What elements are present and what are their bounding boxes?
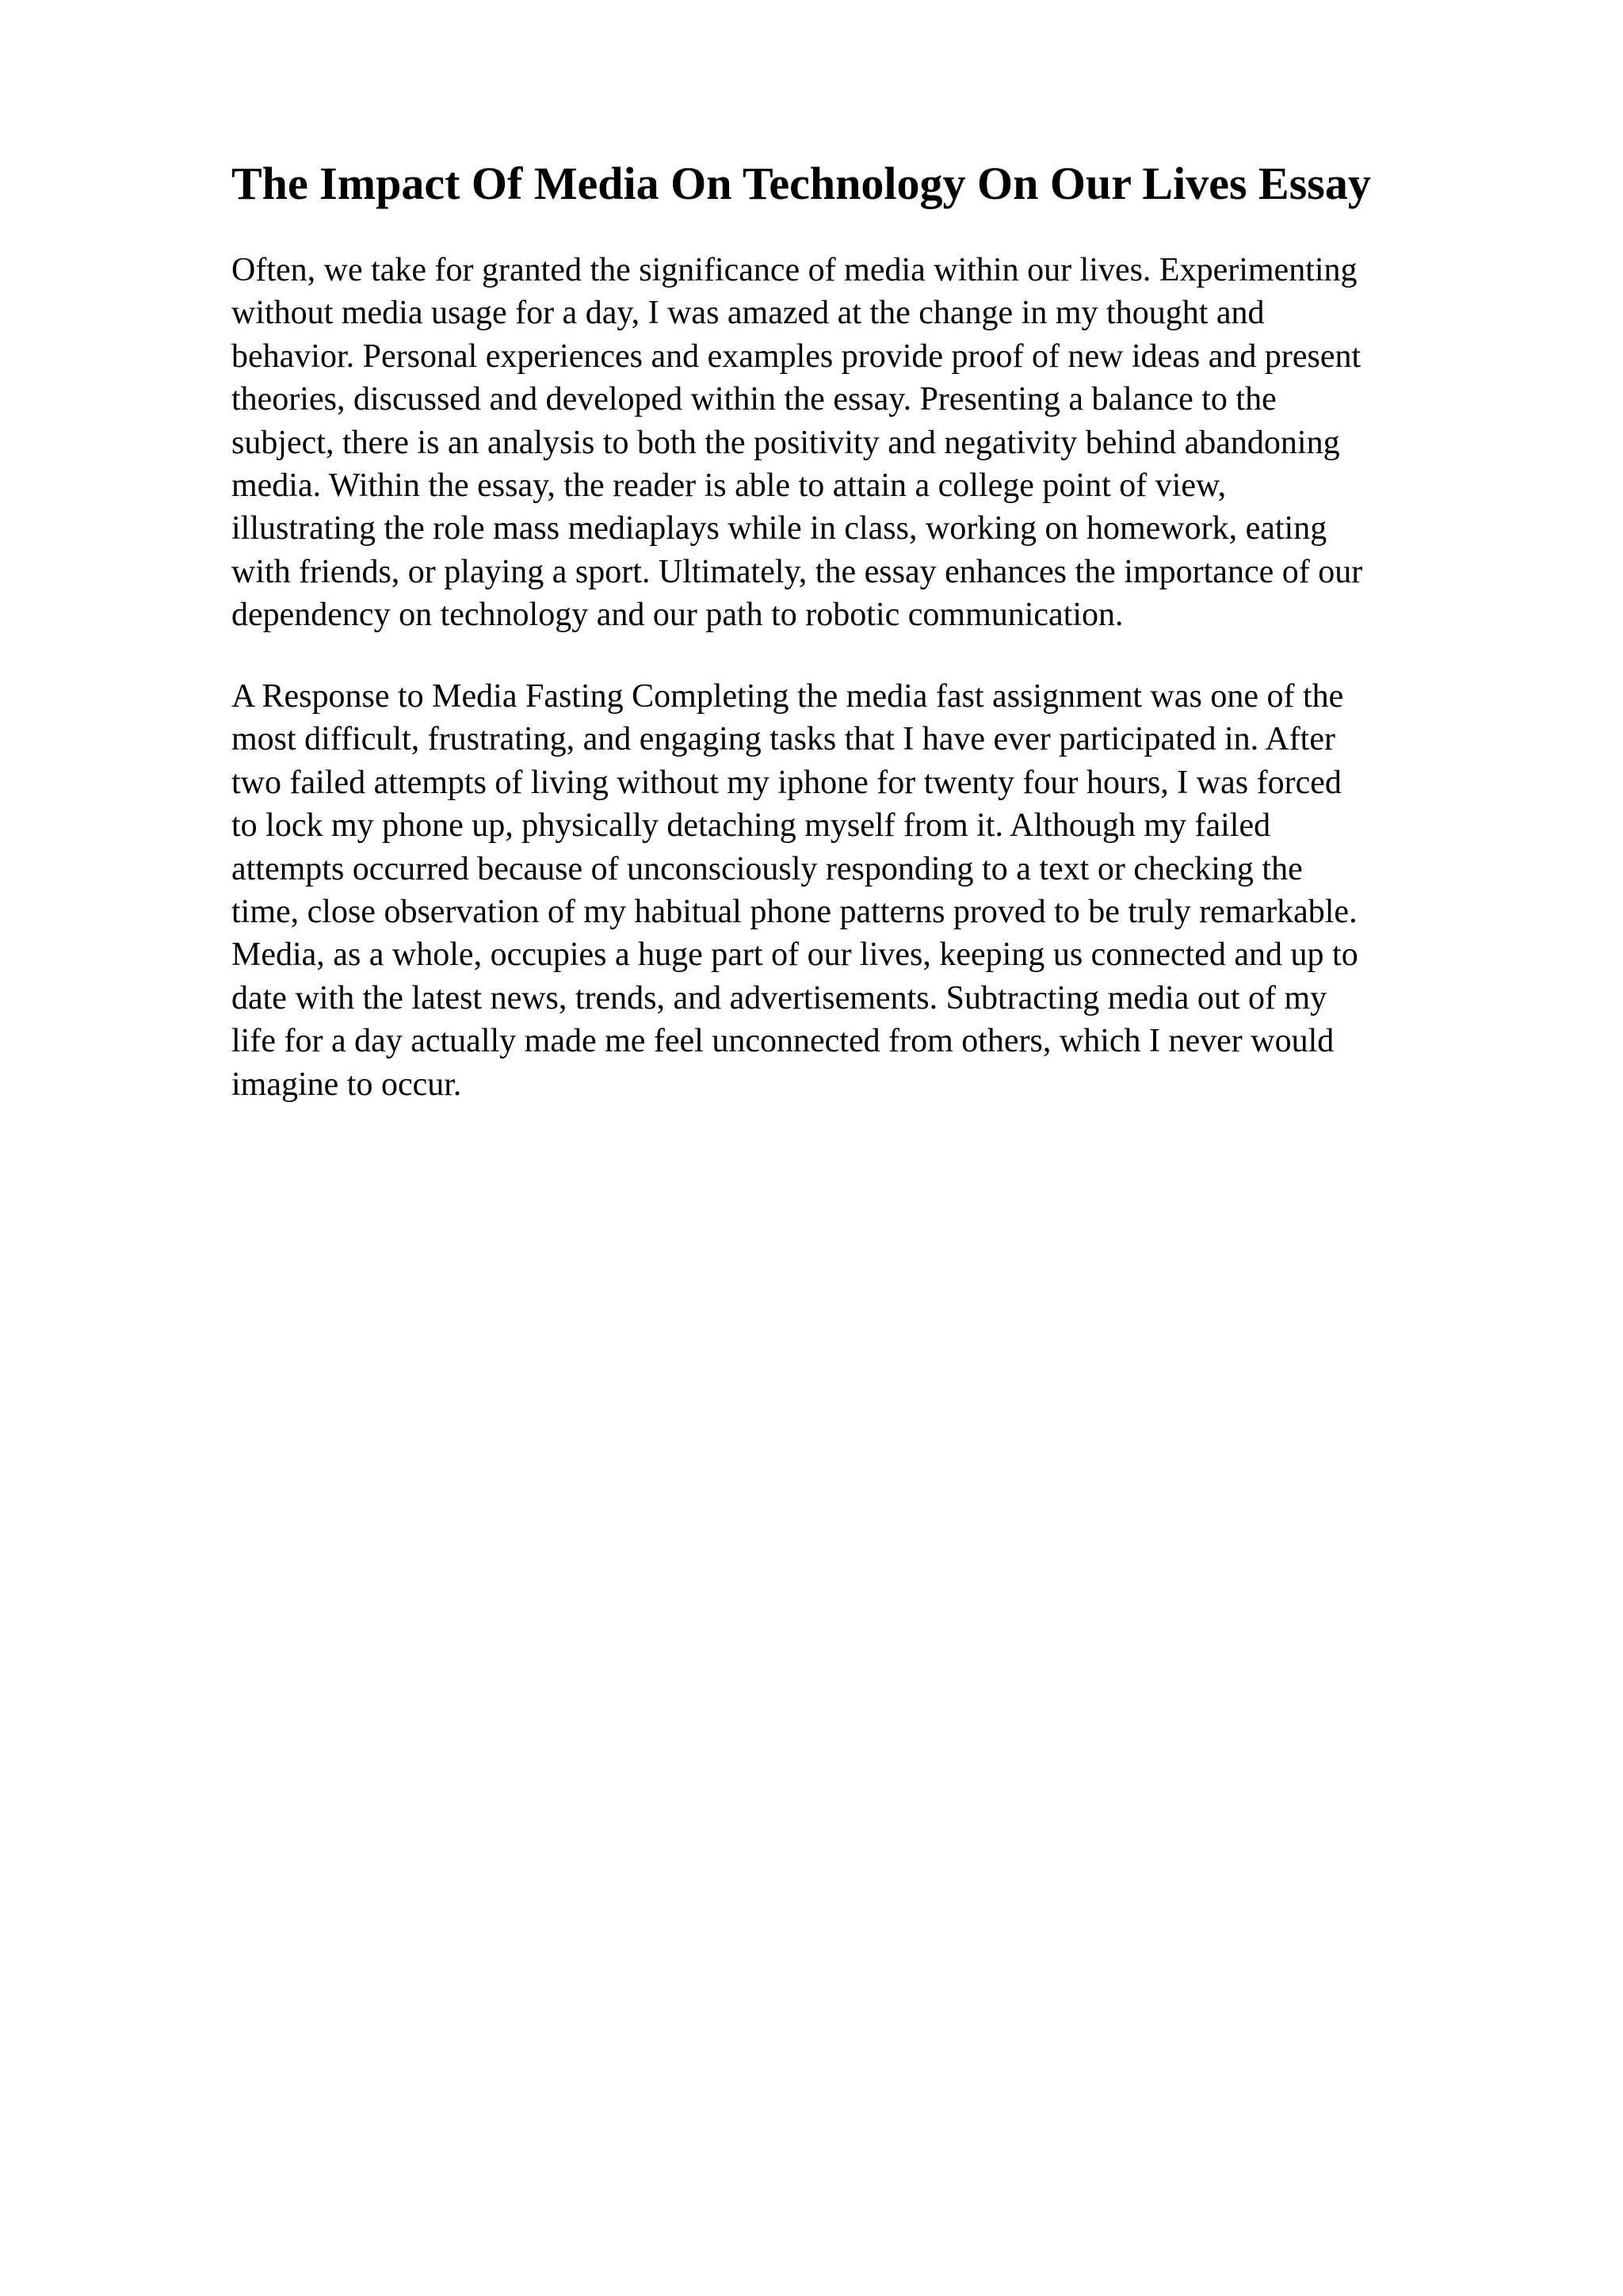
essay-paragraph-2 — [231, 675, 1358, 1106]
essay-title: The Impact Of Media On Technology On Our Lives Essay — [231, 158, 1371, 209]
paragraph-line: without media usage for a day, I was amazed at the change in my thought and — [231, 295, 1265, 332]
paragraph-line: Media, as a whole, occupies a huge part of our lives, keeping us connected and up to — [231, 936, 1358, 974]
paragraph-line: media. Within the essay, the reader is able to attain a college point of view, — [231, 467, 1227, 505]
paragraph-line: theories, discussed and developed within the essay. Presenting a balance to the — [231, 381, 1277, 418]
paragraph-line: A Response to Media Fasting Completing the media fast assignment was one of the — [231, 678, 1344, 715]
paragraph-line: two failed attempts of living without my iphone for twenty four hours, I was forced — [231, 764, 1342, 801]
paragraph-line: attempts occurred because of unconsciously responding to a text or checking the — [231, 850, 1303, 887]
paragraph-line: with friends, or playing a sport. Ultimately, the essay enhances the importance of our — [231, 553, 1363, 590]
paragraph-line: behavior. Personal experiences and examples provide proof of new ideas and present — [231, 338, 1361, 375]
paragraph-line: life for a day actually made me feel unconnected from others, which I never would — [231, 1023, 1335, 1060]
paragraph-line: imagine to occur. — [231, 1066, 462, 1103]
paragraph-line: Often, we take for granted the significance of media within our lives. Experimenting — [231, 252, 1358, 288]
paragraph-line: subject, there is an analysis to both the positivity and negativity behind abandoning — [231, 424, 1340, 461]
paragraph-line: date with the latest news, trends, and advertisements. Subtracting media out of my — [231, 979, 1327, 1016]
paragraph-line: most difficult, frustrating, and engaging tasks that I have ever participated in. After — [231, 721, 1335, 758]
paragraph-line: illustrating the role mass mediaplays while in class, working on homework, eating — [231, 510, 1327, 547]
paragraph-line: dependency on technology and our path to robotic communication. — [231, 597, 1124, 634]
essay-paragraph-1 — [231, 249, 1362, 637]
paragraph-line: time, close observation of my habitual phone patterns proved to be truly remarkable. — [231, 894, 1358, 931]
paragraph-line: to lock my phone up, physically detaching myself from it. Although my failed — [231, 807, 1271, 845]
